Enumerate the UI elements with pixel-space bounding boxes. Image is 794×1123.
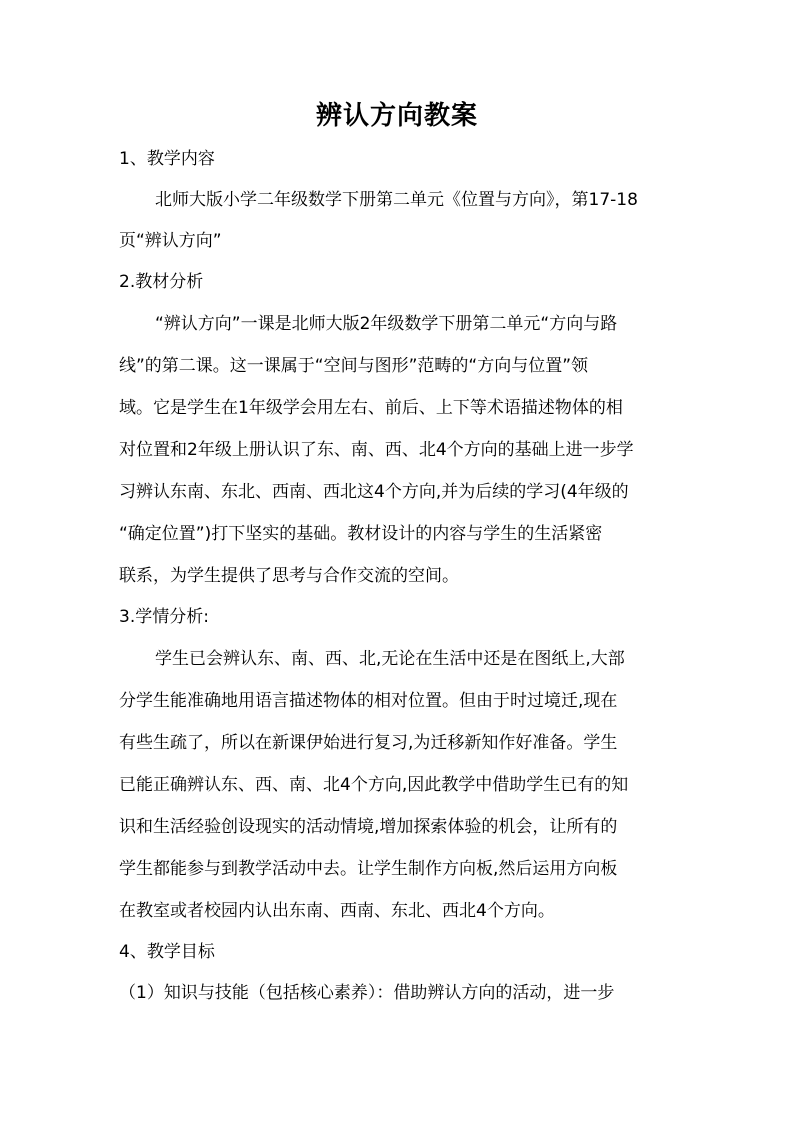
paragraph-line: 有些生疏了，所以在新课伊始进行复习,为迁移新知作好准备。学生 xyxy=(119,733,618,753)
paragraph-line: 已能正确辨认东、西、南、北4个方向,因此教学中借助学生已有的知 xyxy=(119,775,629,795)
paragraph-line: 页“辨认方向” xyxy=(119,231,222,251)
paragraph-line: 域。它是学生在1年级学会用左右、前后、上下等术语描述物体的相 xyxy=(119,398,623,418)
section-heading-material-analysis: 2.教材分析 xyxy=(119,272,204,292)
paragraph-line: 线”的第二课。这一课属于“空间与图形”范畴的“方向与位置”领 xyxy=(119,356,589,376)
paragraph-line: 学生已会辨认东、南、西、北,无论在生活中还是在图纸上,大部 xyxy=(155,649,625,669)
paragraph-line: 北师大版小学二年级数学下册第二单元《位置与方向》，第17-18 xyxy=(155,190,638,210)
paragraph-line: （1）知识与技能（包括核心素养）：借助辨认方向的活动，进一步 xyxy=(119,983,615,1003)
paragraph-line: 识和生活经验创设现实的活动情境,增加探索体验的机会，让所有的 xyxy=(119,817,618,837)
paragraph-line: 联系，为学生提供了思考与合作交流的空间。 xyxy=(119,566,459,586)
paragraph-line: 对位置和2年级上册认识了东、南、西、北4个方向的基础上进一步学 xyxy=(119,440,634,460)
paragraph-line: 在教室或者校园内认出东南、西南、东北、西北4个方向。 xyxy=(119,901,555,921)
paragraph-line: 分学生能准确地用语言描述物体的相对位置。但由于时过境迁,现在 xyxy=(119,691,618,711)
section-heading-teaching-goals: 4、教学目标 xyxy=(119,942,215,962)
document-title: 辨认方向教案 xyxy=(315,101,478,131)
section-heading-learner-analysis: 3.学情分析: xyxy=(119,607,209,627)
paragraph-line: 习辨认东南、东北、西南、西北这4个方向,并为后续的学习(4年级的 xyxy=(119,482,629,502)
paragraph-line: “辨认方向”一课是北师大版2年级数学下册第二单元“方向与路 xyxy=(155,314,618,334)
paragraph-line: “确定位置”)打下坚实的基础。教材设计的内容与学生的生活紧密 xyxy=(119,524,603,544)
paragraph-line: 学生都能参与到教学活动中去。让学生制作方向板,然后运用方向板 xyxy=(119,859,618,879)
section-heading-teaching-content: 1、教学内容 xyxy=(119,149,215,169)
